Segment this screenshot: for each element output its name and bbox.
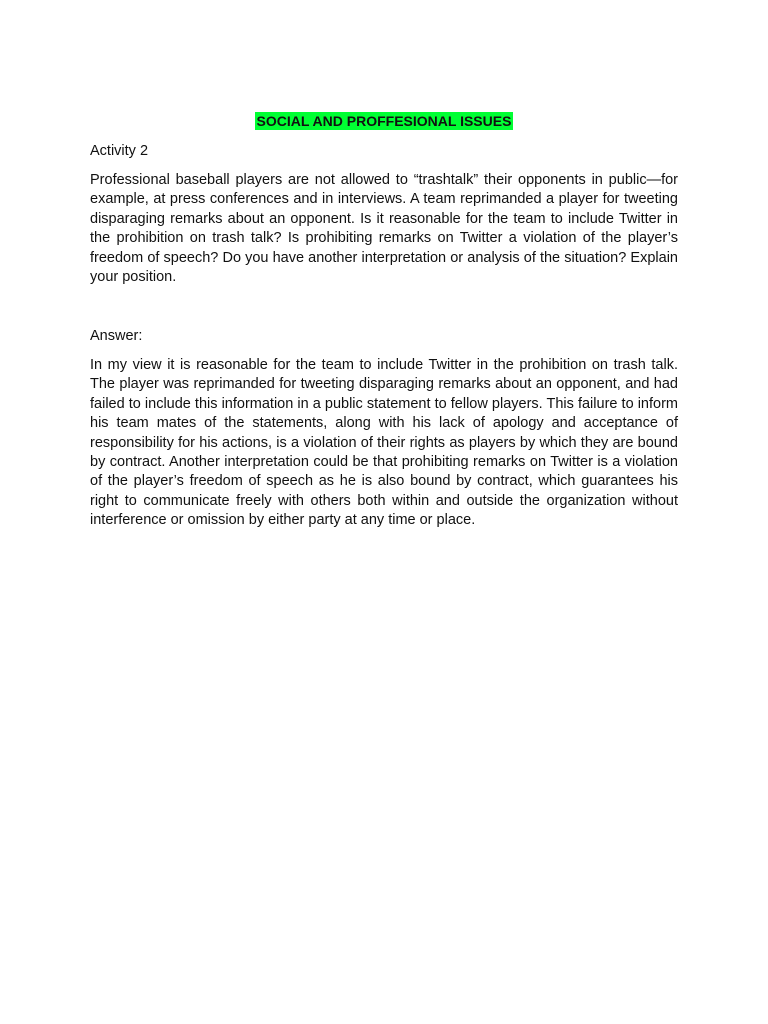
question-paragraph: Professional baseball players are not allowed to “trashtalk” their opponents in public—for example, at press conferences and in interviews. A team reprimanded a player for tweeting disparaging remarks about an opponent. Is it reasonable for the team to include Twitter in the prohibition on trash talk? Is prohibiting remarks on Twitter a violation of the player’s freedom of speech? Do you have another interpretation or analysis of the situation? Explain your position.: [90, 172, 678, 286]
title-container: [0, 112, 768, 131]
answer-label: Answer:: [90, 328, 143, 344]
document-title: SOCIAL AND PROFFESIONAL ISSUES: [256, 113, 512, 129]
activity-label: Activity 2: [90, 143, 149, 159]
answer-paragraph: In my view it is reasonable for the team to include Twitter in the prohibition on trash talk. The player was reprimanded for tweeting disparaging remarks about an opponent, and had failed to include this information in a public statement to fellow players. This failure to inform his team mates of the statements, along with his lack of apology and acceptance of responsibility for his actions, is a violation of their rights as players by which they are bound by contract. Another interpretation could be that prohibiting remarks on Twitter is a violation of the player’s freedom of speech as he is also bound by contract, which guarantees his right to communicate freely with others both within and outside the organization without interference or omission by either party at any time or place.: [90, 357, 678, 529]
